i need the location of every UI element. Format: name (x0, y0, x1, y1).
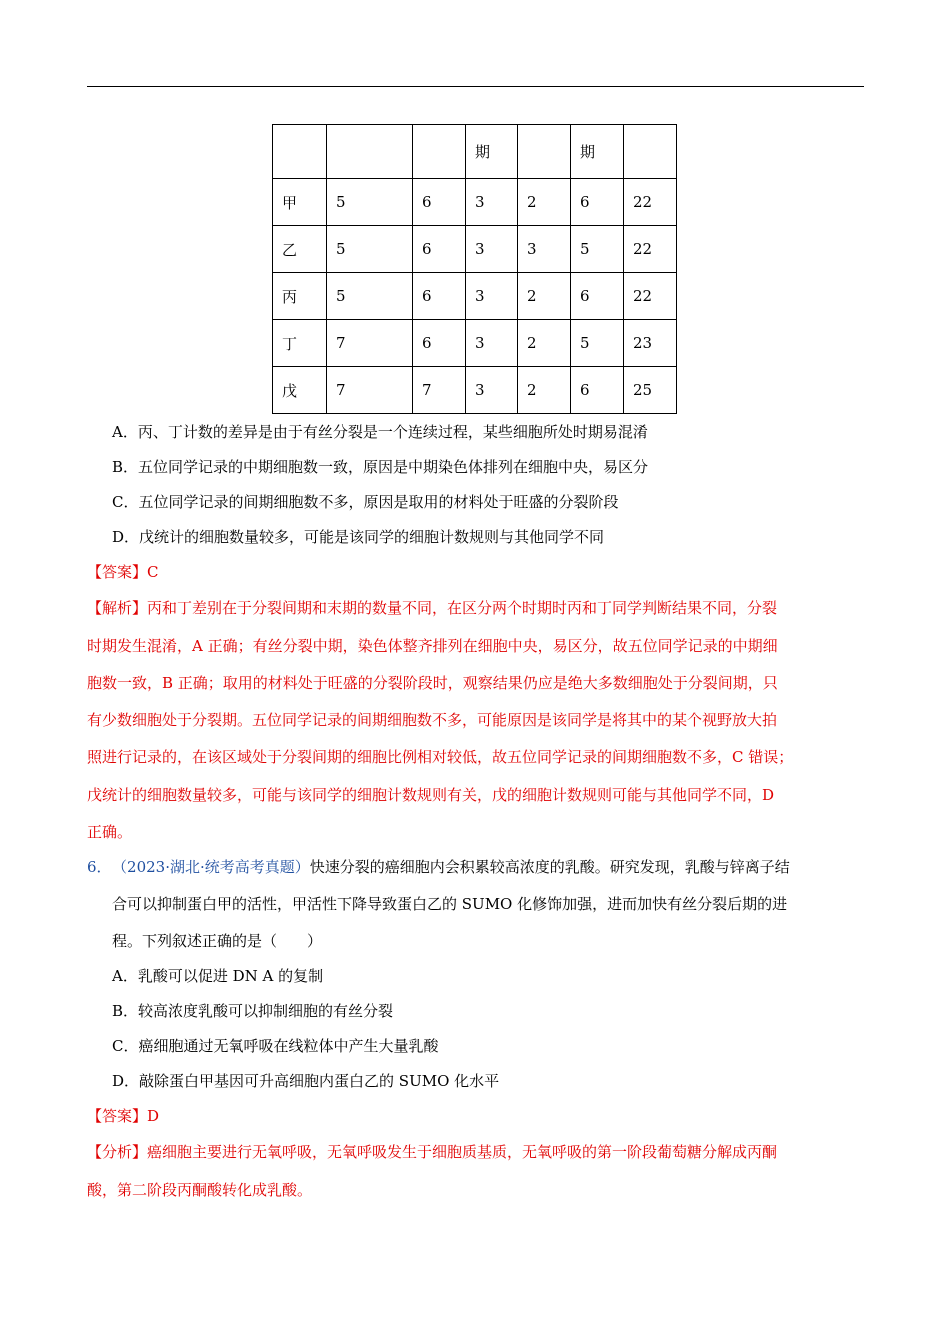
table-cell: 3 (518, 226, 571, 273)
q6-analysis-line: 酸，第二阶段丙酮酸转化成乳酸。 (87, 1181, 313, 1199)
table-cell: 6 (413, 226, 466, 273)
q5-answer (87, 562, 159, 582)
table-cell (273, 125, 327, 179)
table-cell: 2 (518, 179, 571, 226)
table-cell (624, 125, 677, 179)
table-cell: 6 (571, 179, 624, 226)
q5-analysis-line: 胞数一致，B 正确；取用的材料处于旺盛的分裂阶段时，观察结果仍应是绝大多数细胞处于分裂间期，只 (87, 674, 778, 692)
table-cell (327, 125, 413, 179)
table-cell: 6 (413, 179, 466, 226)
table-cell: 22 (624, 179, 677, 226)
table-cell: 23 (624, 320, 677, 367)
table-cell: 6 (413, 273, 466, 320)
cell-count-table (272, 124, 677, 414)
header-rule (87, 86, 864, 87)
q5-analysis-line: 戊统计的细胞数量较多，可能与该同学的细胞计数规则有关，戊的细胞计数规则可能与其他同学不同，D (87, 786, 775, 804)
table-cell: 戊 (273, 367, 327, 414)
table-cell: 5 (571, 320, 624, 367)
q6-option-a: A．乳酸可以促进 DN A 的复制 (112, 967, 324, 985)
table-cell: 丙 (273, 273, 327, 320)
q5-analysis-line: 时期发生混淆，A 正确；有丝分裂中期，染色体整齐排列在细胞中央，易区分，故五位同学记录的中期细 (87, 637, 778, 655)
table-cell: 3 (466, 226, 518, 273)
q6-analysis-line (87, 1142, 777, 1162)
q5-analysis-line: 正确。 (87, 823, 133, 841)
table-cell: 6 (571, 273, 624, 320)
answer-label: 【答案】 (87, 1107, 148, 1125)
analysis-label: 【分析】 (87, 1143, 148, 1161)
table-cell: 乙 (273, 226, 327, 273)
table-cell: 3 (466, 273, 518, 320)
table-row (273, 367, 677, 414)
table-cell (413, 125, 466, 179)
answer-value: C (147, 563, 159, 581)
q6-stem-line: 程。下列叙述正确的是（ ） (112, 932, 323, 950)
q6-option-c: C．癌细胞通过无氧呼吸在线粒体中产生大量乳酸 (112, 1037, 439, 1055)
table-cell: 22 (624, 273, 677, 320)
analysis-text: 丙和丁差别在于分裂间期和末期的数量不同，在区分两个时期时丙和丁同学判断结果不同，分裂 (147, 599, 778, 617)
table-cell: 5 (327, 179, 413, 226)
table-cell: 2 (518, 320, 571, 367)
table-cell: 丁 (273, 320, 327, 367)
q6-option-d: D．敲除蛋白甲基因可升高细胞内蛋白乙的 SUMO 化水平 (112, 1072, 500, 1090)
table-cell (518, 125, 571, 179)
table-cell: 25 (624, 367, 677, 414)
table-cell: 5 (327, 273, 413, 320)
table-row (273, 226, 677, 273)
table-cell: 6 (571, 367, 624, 414)
q5-analysis-line: 照进行记录的，在该区域处于分裂间期的细胞比例相对较低，故五位同学记录的间期细胞数不多，C 错误； (87, 748, 794, 766)
table-cell: 甲 (273, 179, 327, 226)
table-cell: 3 (466, 179, 518, 226)
q5-option-d: D．戊统计的细胞数量较多，可能是该同学的细胞计数规则与其他同学不同 (112, 528, 605, 546)
question-source: （2023·湖北·统考高考真题） (119, 858, 310, 876)
q6-option-b: B．较高浓度乳酸可以抑制细胞的有丝分裂 (112, 1002, 394, 1020)
table-cell: 5 (571, 226, 624, 273)
table-cell: 5 (327, 226, 413, 273)
table-cell: 6 (413, 320, 466, 367)
table-row (273, 320, 677, 367)
q6-stem-line: 合可以抑制蛋白甲的活性，甲活性下降导致蛋白乙的 SUMO 化修饰加强，进而加快有丝分裂后期的进 (112, 895, 788, 913)
table-cell: 2 (518, 273, 571, 320)
analysis-text: 癌细胞主要进行无氧呼吸，无氧呼吸发生于细胞质基质，无氧呼吸的第一阶段葡萄糖分解成丙酮 (147, 1143, 778, 1161)
table-cell: 期 (466, 125, 518, 179)
table-row (273, 273, 677, 320)
table-header-row (273, 125, 677, 179)
q6-answer (87, 1106, 159, 1126)
answer-value: D (147, 1107, 160, 1125)
table-cell: 2 (518, 367, 571, 414)
table-cell: 7 (327, 320, 413, 367)
table-row (273, 179, 677, 226)
q5-analysis-line: 有少数细胞处于分裂期。五位同学记录的间期细胞数不多，可能原因是该同学是将其中的某个视野放大拍 (87, 711, 778, 729)
table-cell: 7 (327, 367, 413, 414)
question-number: 6． (87, 858, 112, 876)
q6-stem-line (87, 857, 790, 877)
q5-option-a: A．丙、丁计数的差异是由于有丝分裂是一个连续过程，某些细胞所处时期易混淆 (112, 423, 648, 441)
q5-option-c: C．五位同学记录的间期细胞数不多，原因是取用的材料处于旺盛的分裂阶段 (112, 493, 619, 511)
table-cell: 7 (413, 367, 466, 414)
table-cell: 期 (571, 125, 624, 179)
table-cell: 22 (624, 226, 677, 273)
table-cell: 3 (466, 320, 518, 367)
q5-option-b: B．五位同学记录的中期细胞数一致，原因是中期染色体排列在细胞中央，易区分 (112, 458, 649, 476)
answer-label: 【答案】 (87, 563, 148, 581)
analysis-label: 【解析】 (87, 599, 148, 617)
stem-text: 快速分裂的癌细胞内会积累较高浓度的乳酸。研究发现，乳酸与锌离子结 (309, 858, 790, 876)
q5-analysis-line (87, 598, 777, 618)
table-cell: 3 (466, 367, 518, 414)
